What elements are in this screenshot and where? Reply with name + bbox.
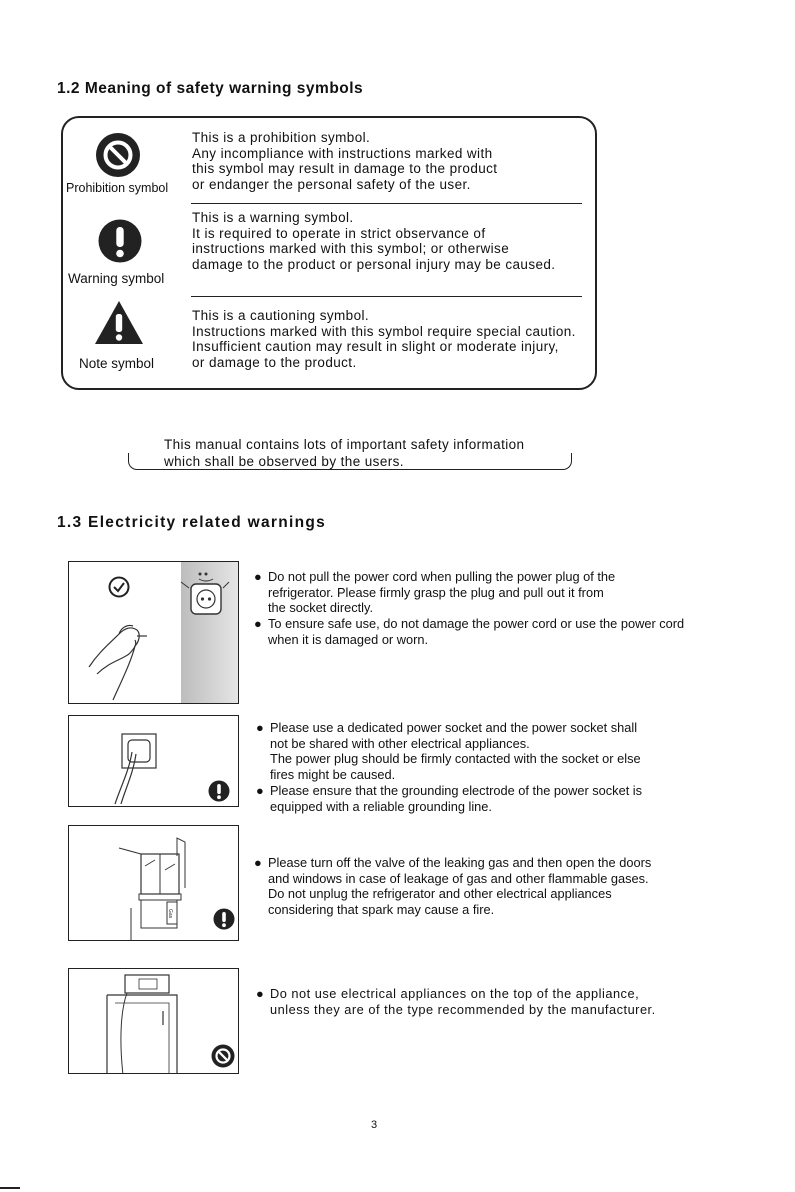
text-line: this symbol may result in damage to the product bbox=[192, 161, 498, 176]
text-line: This is a prohibition symbol. bbox=[192, 130, 371, 145]
notice-line-2: which shall be observed by the users. bbox=[164, 454, 404, 469]
notice-line-1: This manual contains lots of important safety information bbox=[164, 437, 525, 452]
text-line: the socket directly. bbox=[268, 600, 374, 616]
text-line: Do not use electrical appliances on the top of the appliance, bbox=[270, 986, 640, 1001]
warning-exclamation-icon bbox=[213, 908, 235, 930]
text-line: Insufficient caution may result in slight or moderate injury, bbox=[192, 339, 559, 354]
text-line: damage to the product or personal injury may be caused. bbox=[192, 256, 556, 272]
warning-exclamation-icon bbox=[98, 219, 142, 263]
illustration-dedicated-socket bbox=[68, 715, 239, 807]
warning-description bbox=[192, 210, 555, 272]
notice-bracket-right bbox=[563, 453, 572, 470]
warning-symbol-label: Warning symbol bbox=[68, 271, 165, 286]
note-symbol-label: Note symbol bbox=[79, 356, 155, 371]
text-line: Please ensure that the grounding electrode of the power socket is bbox=[270, 782, 643, 798]
text-line: Any incompliance with instructions marked with bbox=[192, 145, 493, 161]
warning-text-1: ● Do not pull the power cord when pulling the power plug of the refrigerator. Please firmly grasp the plug and pull out it from the socket directly. ● To ensure safe use, do not damage the power cord or use the power cord when it is damaged or worn. bbox=[254, 569, 685, 647]
prohibition-description bbox=[192, 130, 497, 192]
safety-notice bbox=[128, 436, 572, 470]
text-line: This is a warning symbol. bbox=[192, 210, 354, 225]
section-1-2-heading: 1.2 Meaning of safety warning symbols bbox=[57, 80, 364, 97]
text-line: Please turn off the valve of the leaking gas and then open the doors bbox=[268, 855, 652, 870]
text-line: Please use a dedicated power socket and the power socket shall bbox=[270, 720, 638, 735]
text-line: To ensure safe use, do not damage the power cord or use the power cord bbox=[268, 616, 685, 632]
hand-plug-drawing bbox=[69, 562, 239, 704]
divider bbox=[191, 203, 582, 204]
warning-text-3: ● Please turn off the valve of the leaking gas and then open the doors and windows in case of leakage of gas and other flammable gases. Do not unplug the refrigerator and other electrical appliances considering that spark may cause a fire. bbox=[254, 855, 652, 918]
text-line: not be shared with other electrical appliances. bbox=[270, 735, 530, 751]
prohibition-icon bbox=[95, 132, 141, 178]
gas-label: Gas bbox=[167, 909, 173, 919]
text-line: Instructions marked with this symbol require special caution. bbox=[192, 323, 576, 339]
page-number: 3 bbox=[371, 1119, 378, 1131]
text-line: Do not pull the power cord when pulling the power plug of the bbox=[268, 569, 616, 584]
text-line: when it is damaged or worn. bbox=[268, 631, 429, 647]
text-line: or endanger the personal safety of the user. bbox=[192, 176, 471, 192]
section-1-3-heading: 1.3 Electricity related warnings bbox=[57, 514, 327, 531]
notice-bracket-left bbox=[128, 453, 137, 470]
text-line: refrigerator. Please firmly grasp the plug and pull out it from bbox=[268, 584, 604, 600]
warning-text-2: ● Please use a dedicated power socket and the power socket shall not be shared with other electrical appliances. The power plug should be firmly contacted with the socket or else fires might be caused. ● Please ensure that the grounding electrode of the power socket is equipped with a reliable grounding line. bbox=[256, 720, 643, 814]
text-line: This is a cautioning symbol. bbox=[192, 308, 370, 323]
symbol-legend-box bbox=[61, 116, 597, 390]
text-line: instructions marked with this symbol; or otherwise bbox=[192, 241, 510, 256]
caution-description bbox=[192, 308, 576, 370]
prohibition-symbol-label: Prohibition symbol bbox=[66, 181, 169, 195]
illustration-plug-pull bbox=[68, 561, 239, 704]
text-line: and windows in case of leakage of gas and other flammable gases. bbox=[268, 870, 649, 886]
text-line: The power plug should be firmly contacted with the socket or else bbox=[270, 751, 641, 767]
warning-exclamation-icon bbox=[208, 780, 230, 802]
prohibition-icon bbox=[211, 1044, 235, 1068]
warning-text-4: ● Do not use electrical appliances on the top of the appliance, unless they are of the type recommended by the manufacturer. bbox=[256, 986, 656, 1017]
notice-underline bbox=[136, 469, 564, 470]
text-line: unless they are of the type recommended by the manufacturer. bbox=[270, 1001, 656, 1017]
text-line: fires might be caused. bbox=[270, 767, 396, 783]
caution-triangle-icon bbox=[94, 299, 144, 345]
text-line: or damage to the product. bbox=[192, 354, 357, 370]
text-line: considering that spark may cause a fire. bbox=[268, 902, 495, 918]
illustration-appliance-on-top bbox=[68, 968, 239, 1074]
text-line: It is required to operate in strict observance of bbox=[192, 225, 486, 241]
text-line: Do not unplug the refrigerator and other electrical appliances bbox=[268, 886, 612, 902]
illustration-gas-leak bbox=[68, 825, 239, 941]
text-line: equipped with a reliable grounding line. bbox=[270, 798, 492, 814]
divider bbox=[191, 296, 582, 297]
page-edge-mark bbox=[0, 1187, 20, 1189]
